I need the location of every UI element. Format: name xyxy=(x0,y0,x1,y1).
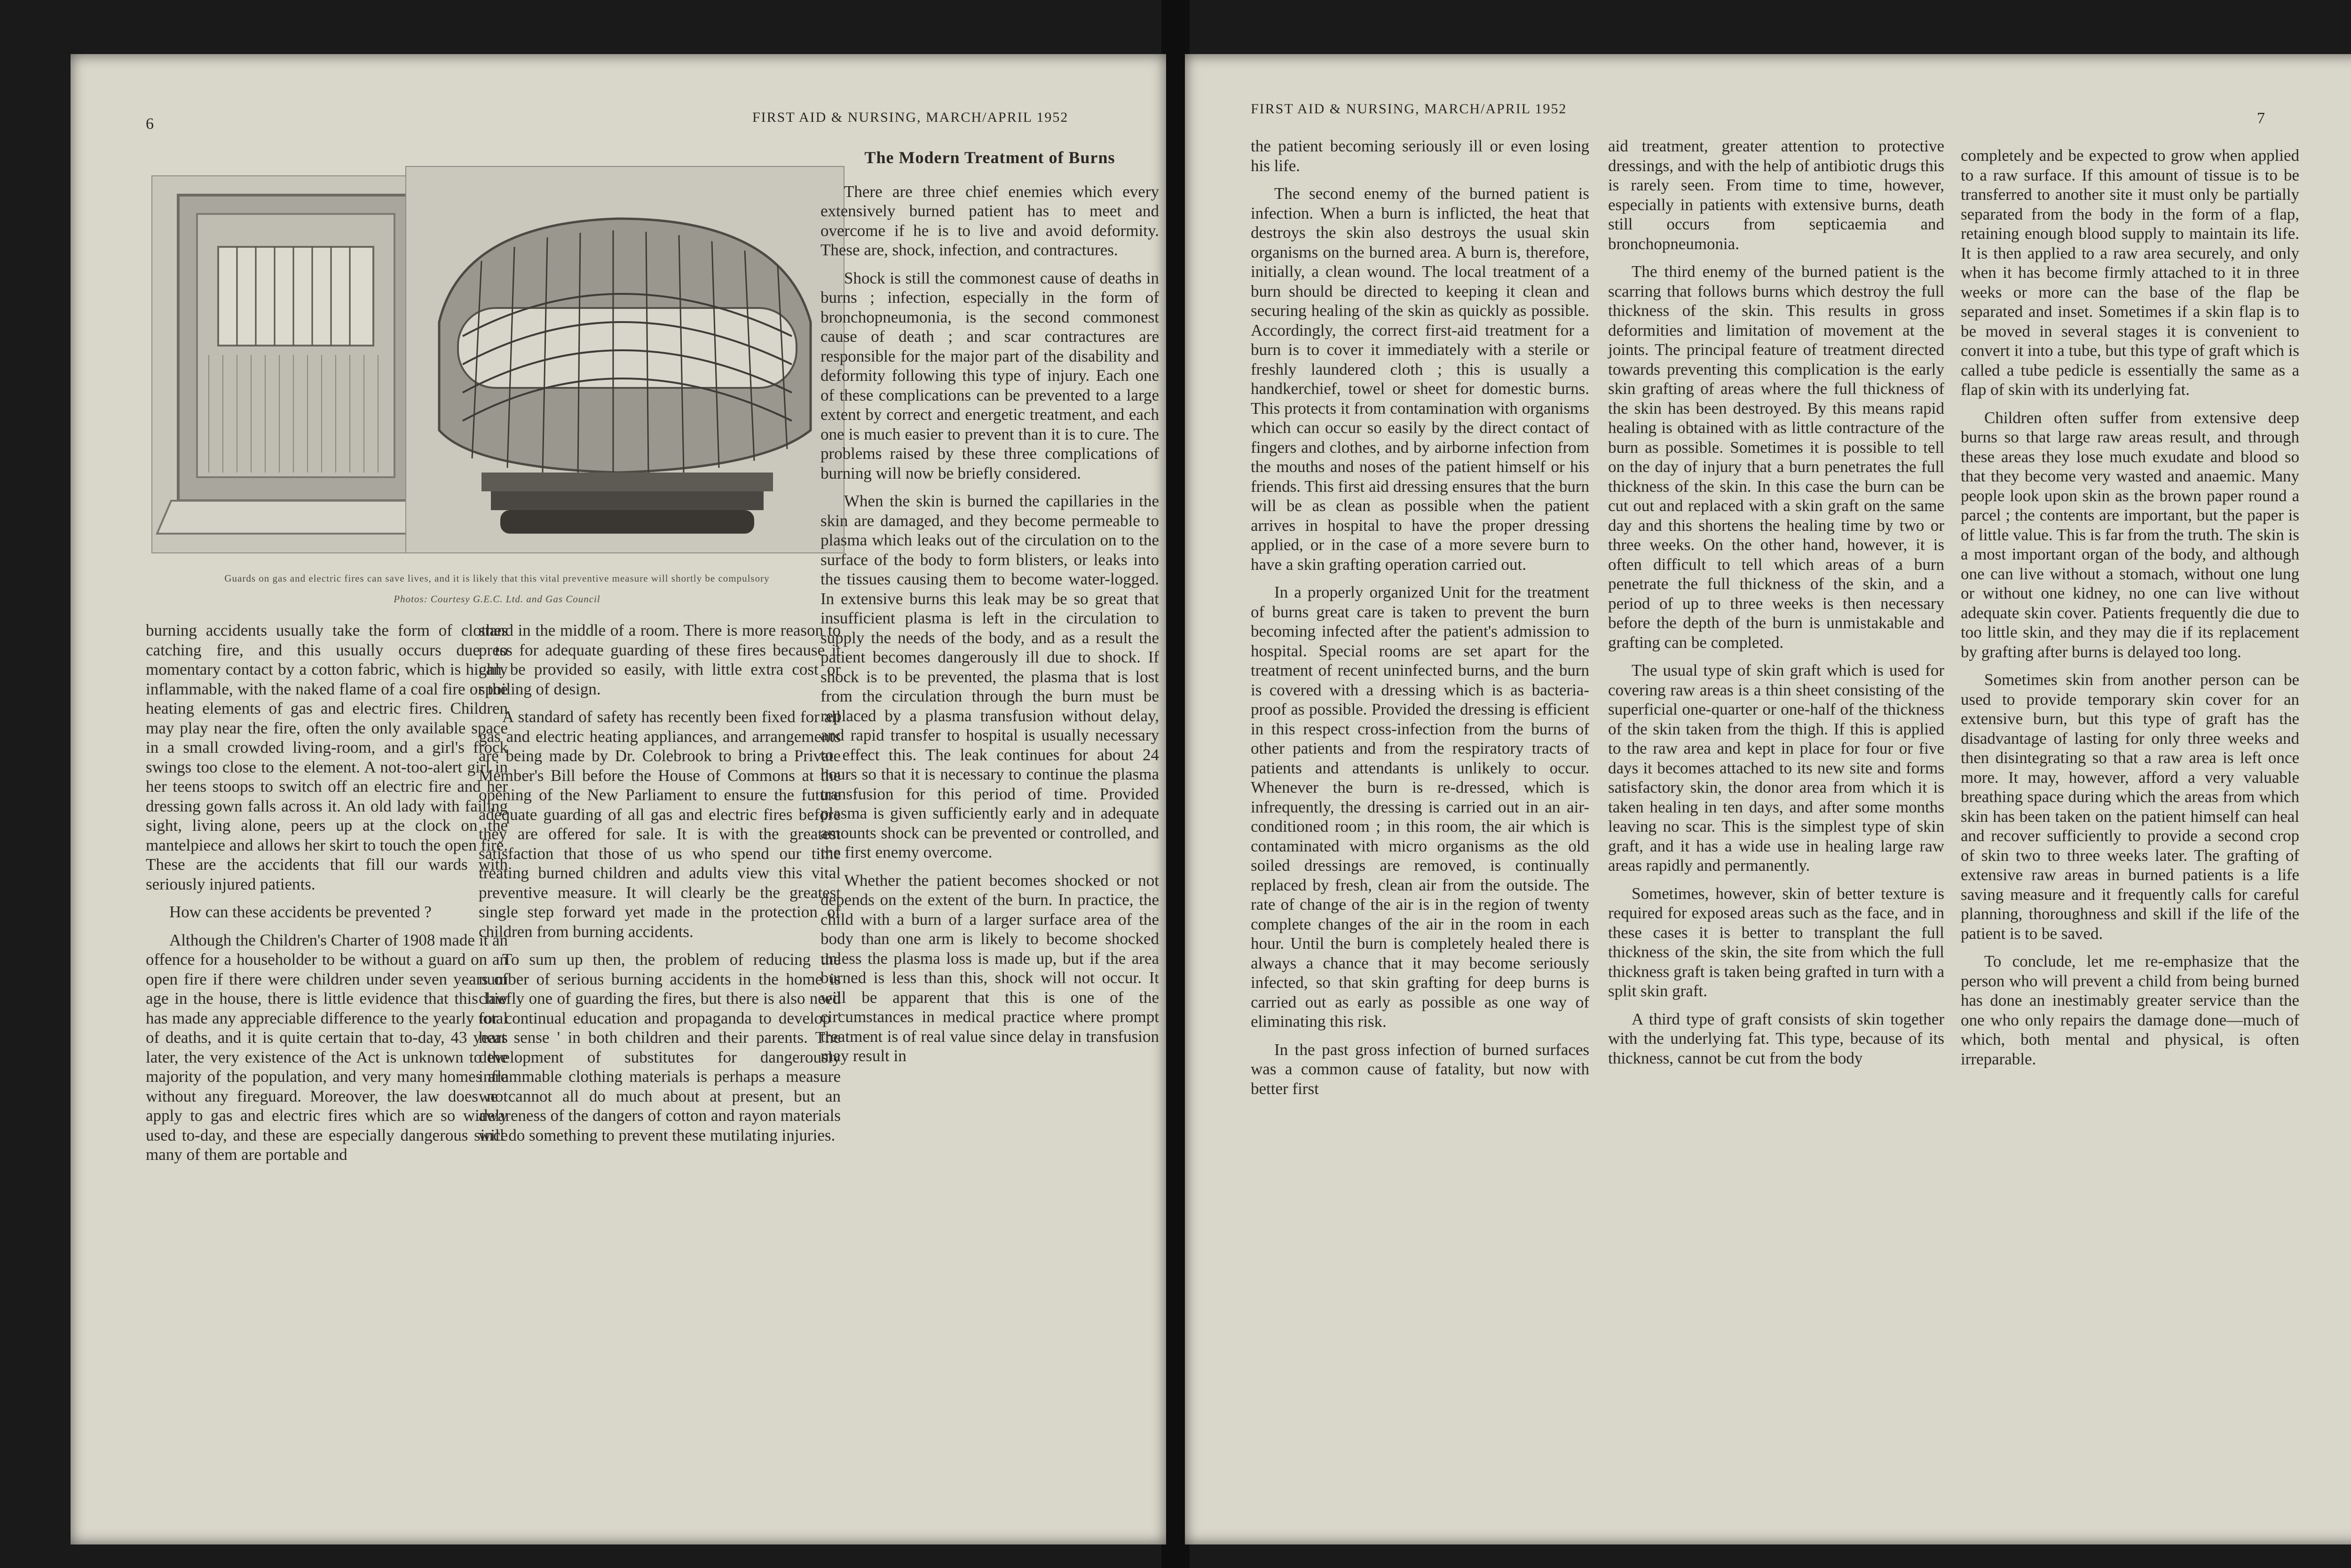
electric-fire-illustration xyxy=(406,167,844,552)
paragraph: In a properly organized Unit for the treatment of burns great care is taken to prevent the burn becoming infected after the patient's admission to hospital. Special rooms are set apart for the treatment of recent uninfected burns, and the burn is covered with a dressing which is as bacteria-proof as possible. Provided the dressing is efficient in this respect cross-infection from the burns of other patients and from the respiratory tracts of patients and attendants is unlikely to occur. Whenever the burn is re-dressed, which is infrequently, the dressing is carried out in an air-conditioned room ; in this room, the air which is contaminated with micro organisms as the old soiled dressings are removed, is continually replaced by fresh, clean air from the outside. The rate of change of the air is in the region of twenty complete changes of the air in the room in each hour. Until the burn is completely healed there is always a chance that it may become seriously infected, so that skin grafting for deep burns is carried out as early as possible as one way of eliminating this risk. xyxy=(1251,583,1589,1031)
paragraph: To sum up then, the problem of reducing the number of serious burning accidents in the home is chiefly one of guarding the fires, but there is also need for continual education and propaganda to develop ' heat sense ' in both children and their parents. The development of substitutes for dangerously inflammable clothing materials is perhaps a measure we cannot all do much about at present, but an awareness of the dangers of cotton and rayon materials will do something to prevent these mutilating injuries. xyxy=(479,950,841,1144)
gas-fire-photo xyxy=(151,175,440,553)
running-head: FIRST AID & NURSING, MARCH/APRIL 1952 xyxy=(1251,101,1567,117)
paragraph: In the past gross infection of burned surfaces was a common cause of fatality, but now with better first xyxy=(1251,1040,1589,1098)
left-column-2 xyxy=(479,621,841,1153)
paragraph: When the skin is burned the capillaries in the skin are damaged, and they become permeable to plasma which leaks out of the circulation on to the surface of the body to form blisters, or leaks into the tissues causing them to become water-logged. In extensive burns this leak may be so great that insufficient plasma is left in the circulation to supply the needs of the body, and as a result the patient becomes dangerously ill due to shock. If shock is to be prevented, the plasma that is lost from the circulation through the burn must be replaced by a plasma transfusion without delay, and rapid transfer to hospital is usually necessary to effect this. The leak continues for about 24 hours so that it is necessary to continue the plasma transfusion for this period of time. Provided plasma is given sufficiently early and in adequate amounts shock can be prevented or controlled, and the first enemy overcome. xyxy=(820,492,1159,861)
electric-fire-photo xyxy=(405,166,844,553)
paragraph: How can these accidents be prevented ? xyxy=(169,903,432,921)
paragraph: Shock is still the commonest cause of deaths in burns ; infection, especially in the form of bronchopneumonia, is the second commonest cause of death ; and scar contractures are responsible for the major part of the disability and deformity following this type of injury. Each one of these complications can be prevented to a large extent by correct and energetic treatment, and each one is much easier to prevent than it is to cure. The problems raised by these three complications of burning will now be briefly considered. xyxy=(820,268,1159,482)
paragraph: To conclude, let me re-emphasize that the person who will prevent a child from being burned has done an inestimably greater service than the one who only repairs the damage done—much of which, both mental and physical, is often irreparable. xyxy=(1961,952,2299,1068)
paragraph: A standard of safety has recently been fixed for all gas and electric heating appliances, and arrangements are being made by Dr. Colebrook to bring a Private Member's Bill before the House of Commons at the opening of the New Parliament to ensure the future adequate guarding of all gas and electric fires before they are offered for sale. It is with the greatest satisfaction that those of us who spend our time treating burned children and adults view this vital preventive measure. It will clearly be the greatest single step forward yet made in the protection of children from burning accidents. xyxy=(479,708,841,941)
left-column-1 xyxy=(146,621,508,1173)
paragraph: Sometimes, however, skin of better texture is required for exposed areas such as the face, and in these cases it is better to transplant the full thickness of the skin, the site from which the full thickness graft is taken being grafted in turn with a split skin graft. xyxy=(1608,884,1944,1000)
right-page xyxy=(1185,54,2351,1544)
left-page xyxy=(71,54,1166,1544)
paragraph: The third enemy of the burned patient is the scarring that follows burns which destroy the full thickness of the skin. This results in gross deformities and limitation of movement at the joints. The principal feature of treatment directed towards preventing this complication is the early skin grafting of areas where the full thickness of the skin has been destroyed. By this means rapid healing is obtained with as little contracture of the burn as possible. Sometimes it is possible to tell on the day of injury that a burn penetrates the full thickness of the skin. In this case the burn can be cut out and replaced with a skin graft on the same day and this shortens the healing time by two or three weeks. On the other hand, however, it is often difficult to tell which areas of a burn penetrate the full thickness of the skin, and a period of up to three weeks is then necessary before the depth of the burn is unmistakable and grafting can be completed. xyxy=(1608,262,1944,652)
page-number: 6 xyxy=(146,115,154,133)
paragraph: The usual type of skin graft which is used for covering raw areas is a thin sheet consisting of the superficial one-quarter or one-half of the thickness of the skin taken from the thigh. If this is applied to the raw area and kept in place for four or five days it becomes attached to its new site and forms satisfactory skin, the donor area from which it is taken healing in ten days, and after some months leaving no scar. This is the simplest type of skin graft, and it has a wide use in healing large raw areas rapidly and permanently. xyxy=(1608,661,1944,875)
paragraph: completely and be expected to grow when applied to a raw surface. If this amount of tissue is to be transferred to another site it must only be partially separated from the body in the form of a flap, retaining enough blood supply to maintain its life. It is then applied to a raw area securely, and only when it has become firmly attached to it in three weeks or more can the base of the flap be separated and inset. Sometimes if a skin flap is to be moved in several stages it is convenient to convert it into a tube, but this type of graft which is called a tube pedicle is essentially the same as a flap of skin with its underlying fat. xyxy=(1961,146,2299,399)
running-head: FIRST AID & NURSING, MARCH/APRIL 1952 xyxy=(752,110,1069,125)
paragraph: the patient becoming seriously ill or even losing his life. xyxy=(1251,137,1589,175)
paragraph: burning accidents usually take the form of clothes catching fire, and this usually occurs due to momentary contact by a cotton fabric, which is highly inflammable, with the naked flame of a coal fire or the heating elements of gas and electric fires. Children may play near the fire, often the only available space in a small crowded living-room, and a girl's frock swings too close to the element. A not-too-alert girl in her teens stoops to switch off an electric fire and her dressing gown falls across it. An old lady with failing sight, living alone, peers up at the clock on the mantelpiece and allows her skirt to touch the open fire. These are the accidents that fill our wards with seriously injured patients. xyxy=(146,621,508,893)
paragraph: stand in the middle of a room. There is more reason to press for adequate guarding of these fires because it can be provided so easily, with little extra cost or spoiling of design. xyxy=(479,621,841,698)
right-column-3 xyxy=(1961,146,2299,1077)
paragraph: Children often suffer from extensive deep burns so that large raw areas result, and through these areas they lose much exudate and blood so that they become very wasted and anaemic. Many people look upon skin as the brown paper round a parcel ; the contents are important, but the paper is of little value. This is far from the truth. The skin is a most important organ of the body, and although one can live without a stomach, without one lung or without one kidney, no one can live without adequate skin cover. Patients frequently die due to too little skin, and they may die if its replacement by grafting after burns is delayed too long. xyxy=(1961,408,2299,661)
paragraph: A third type of graft consists of skin together with the underlying fat. This type, because of its thickness, cannot be cut from the body xyxy=(1608,1009,1944,1067)
paragraph: aid treatment, greater attention to protective dressings, and with the help of antibiotic drugs this is rarely seen. From time to time, however, especially in patients with extensive burns, death still occurs from septicaemia and bronchopneumonia. xyxy=(1608,137,1944,253)
photo-credit: Photos: Courtesy G.E.C. Ltd. and Gas Council xyxy=(394,593,600,605)
paragraph: Whether the patient becomes shocked or not depends on the extent of the burn. In practice, the child with a burn of a larger surface area of the body than one arm is likely to become shocked unless the plasma loss is made up, but if the area burned is less than this, shock will not occur. It will be apparent that this is one of the circumstances in medical practice where prompt treatment is of real value since delay in transfusion may result in xyxy=(820,871,1159,1065)
paragraph: Sometimes skin from another person can be used to provide temporary skin cover for an extensive burn, but this type of graft has the disadvantage of lasting for only three weeks and then disintegrating so that a raw area is left once more. It may, however, afford a very valuable breathing space during which the areas from which skin has been taken on the patient himself can heal and recover sufficiently to provide a second crop of skin two to three weeks later. The grafting of extensive raw areas in burned patients is a life saving measure and it frequently calls for careful planning, thoroughness and skill if the life of the patient is to be saved. xyxy=(1961,670,2299,943)
right-column-2 xyxy=(1608,136,1944,1076)
caption-text: Guards on gas and electric fires can save lives, and it is likely that this vital preventive measure will shortly be compulsory xyxy=(224,573,770,584)
right-column-1 xyxy=(1251,136,1589,1107)
page-number: 7 xyxy=(2257,110,2265,127)
paragraph: Although the Children's Charter of 1908 made it an offence for a householder to be without a guard on an open fire if there were children under seven years of age in the house, there is little evidence that this law has made any appreciable difference to the yearly total of deaths, and it is quite certain that to-day, 43 years later, the very existence of the Act is unknown to the majority of the population, and very many homes are without any fireguard. Moreover, the law does not apply to gas and electric fires which are so widely used to-day, and these are especially dangerous since many of them are portable and xyxy=(146,930,508,1164)
left-column-3 xyxy=(820,148,1159,1074)
paragraph: There are three chief enemies which every extensively burned patient has to meet and overcome if he is to live and avoid deformity. These are, shock, infection, and contractures. xyxy=(820,182,1159,259)
gas-fire-illustration xyxy=(152,176,439,552)
figure-caption xyxy=(151,571,843,606)
paragraph: The second enemy of the burned patient is infection. When a burn is inflicted, the heat that destroys the skin also destroys the usual skin organisms on the burned area. A burn is, therefore, initially, a clean wound. The local treatment of a burn should be directed to keeping it clean and securing healing of the skin as quickly as possible. Accordingly, the correct first-aid treatment for a burn is to cover it immediately with a sterile or freshly laundered cloth ; this is usually a handkerchief, towel or sheet for domestic burns. This protects it from contamination with organisms which can occur so easily by the direct contact of fingers and clothes, and by airborne infection from the mouths and noses of the patient himself or his friends. This first aid dressing ensures that the burn will be as clean as possible when the patient arrives in hospital to have the proper dressing applied, or in the case of a more severe burn to have a skin grafting operation carried out. xyxy=(1251,184,1589,574)
article-heading: The Modern Treatment of Burns xyxy=(864,148,1115,167)
